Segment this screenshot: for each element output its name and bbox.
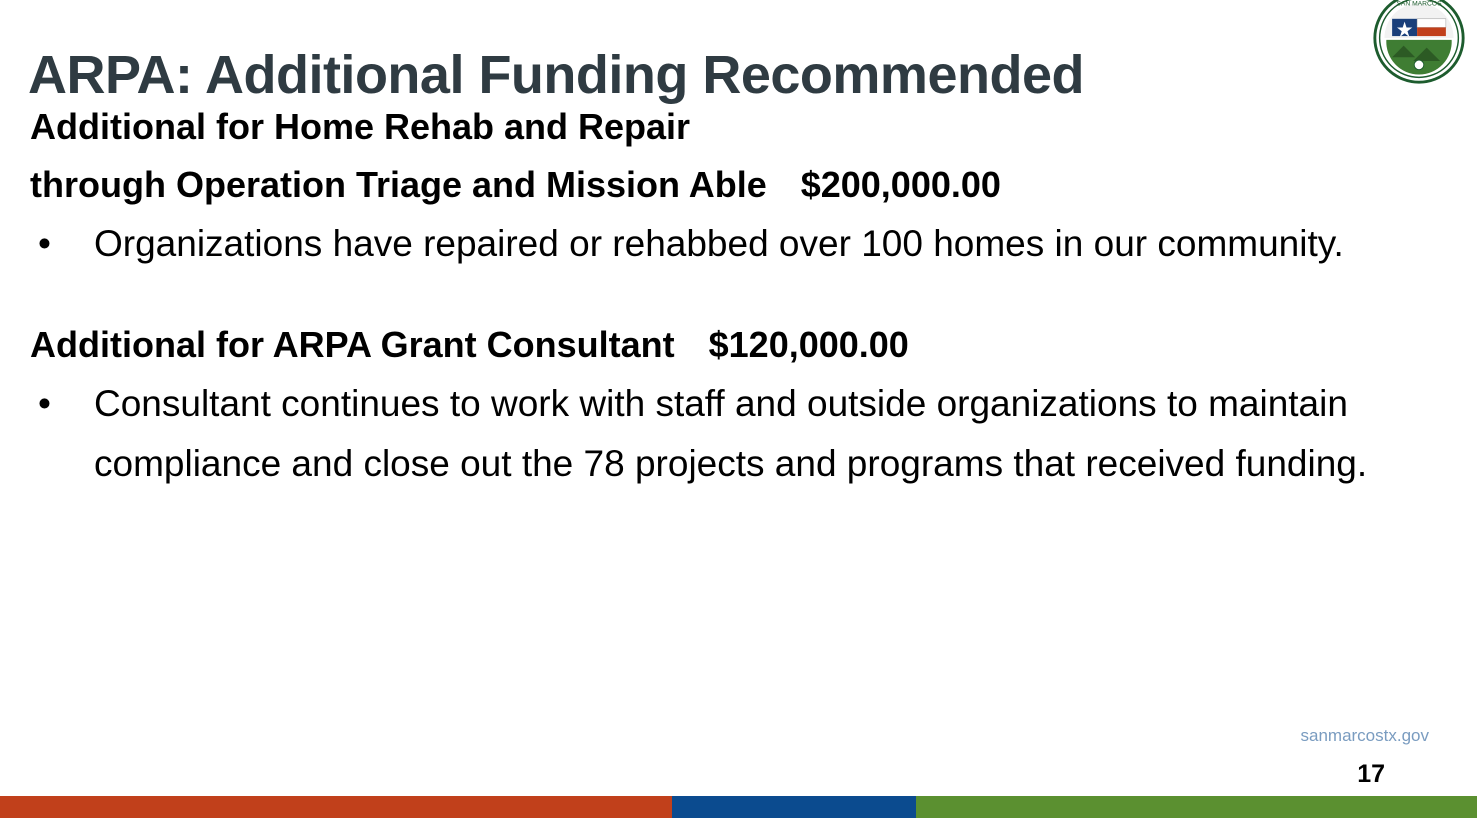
section-heading-line1: Additional for Home Rehab and Repair — [30, 106, 691, 147]
section-heading-line2: through Operation Triage and Mission Able — [30, 164, 767, 205]
section-heading — [30, 98, 1450, 214]
section-amount: $120,000.00 — [708, 324, 909, 365]
bullet-list — [30, 214, 1450, 274]
page-title: ARPA: Additional Funding Recommended — [28, 45, 1084, 106]
section-amount: $200,000.00 — [800, 164, 1001, 205]
footer-bar-blue — [672, 796, 916, 818]
bullet-list — [30, 374, 1450, 494]
site-url: sanmarcostx.gov — [1300, 726, 1429, 745]
section-heading-line1: Additional for ARPA Grant Consultant — [30, 324, 675, 365]
section-heading-line1-row — [30, 316, 1450, 374]
section-spacer — [30, 274, 1450, 316]
list-item: • Organizations have repaired or rehabbed over 100 homes in our community. — [30, 214, 1450, 274]
page-number: 17 — [1357, 760, 1385, 788]
section-heading-line2-row — [30, 156, 1450, 214]
list-item: • Consultant continues to work with staff and outside organizations to maintain compliance and close out the 78 projects and programs that received funding. — [30, 374, 1450, 494]
svg-text:SAN MARCOS: SAN MARCOS — [1396, 0, 1442, 8]
section-grant-consultant — [30, 316, 1450, 494]
section-heading — [30, 316, 1450, 374]
slide-body — [30, 98, 1450, 494]
city-seal-icon — [1371, 0, 1467, 86]
section-home-rehab — [30, 98, 1450, 274]
footer-bar-green — [916, 796, 1477, 818]
footer-bar-red — [0, 796, 672, 818]
footer-color-bar — [0, 796, 1477, 818]
